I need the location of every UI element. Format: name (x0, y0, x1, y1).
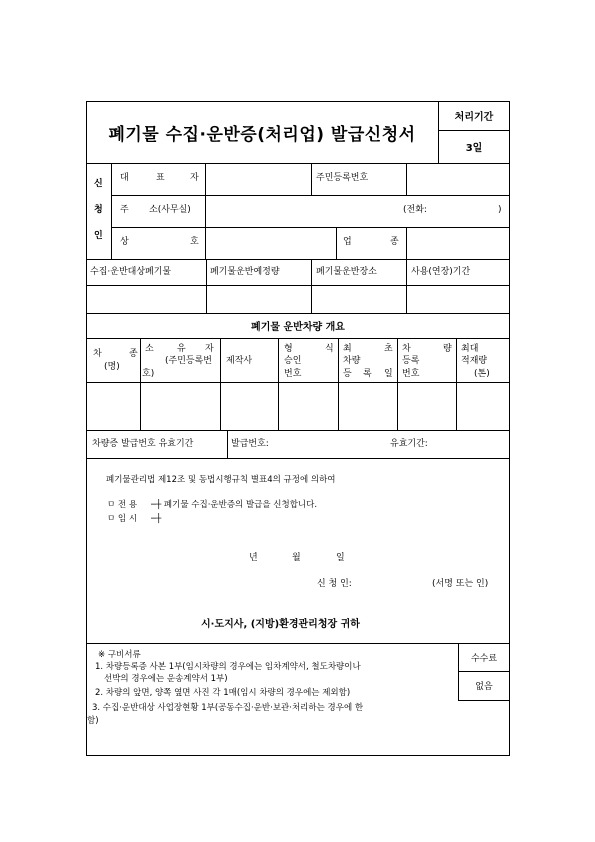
vehicle-owner-field[interactable] (141, 383, 220, 430)
waste-amount-field[interactable] (207, 286, 311, 313)
docs-line-2: 선박의 경우에는 운송계약서 1부) (104, 674, 228, 684)
vh1-3: (명) (104, 362, 120, 372)
option-exclusive[interactable]: ㅁ 전 용 (107, 500, 138, 510)
vh5-4: 등 (343, 369, 352, 379)
sign-hint: (서명 또는 인) (432, 579, 489, 589)
processing-value: 3일 (465, 143, 483, 154)
vh7-2: 적재량 (461, 356, 488, 366)
docs-header: ※ 구비서류 (98, 650, 141, 660)
processing-label-cell (438, 101, 510, 130)
fee-value: 없음 (475, 682, 493, 692)
rrn-field[interactable] (407, 164, 509, 195)
vh6-3: 등록 (402, 356, 420, 366)
permit-label: 차량증 발급번호 유효기간 (92, 439, 194, 449)
vh1-2: 종 (129, 349, 138, 359)
vh6-1: 차 (402, 344, 411, 354)
vh5-3: 차량 (343, 356, 361, 366)
docs-line-3: 2. 차량의 앞면, 양쪽 옆면 사진 각 1매(임시 차량의 경우에는 제외함) (95, 688, 351, 698)
waste-period-field[interactable] (407, 286, 509, 313)
rule-vehicle-title-bottom (86, 338, 510, 339)
applicant-sign-label: 신 청 인: (317, 579, 352, 589)
waste-place-label: 폐기물운반장소 (316, 267, 377, 277)
rule-fee-bottom (458, 700, 510, 701)
applicant-side-2: 청 (94, 205, 103, 215)
permit-number-label: 발급번호: (231, 439, 269, 449)
date-month: 월 (292, 553, 301, 563)
addr-label-1: 주 (120, 205, 129, 215)
waste-amount-label: 폐기물운반예정량 (210, 267, 280, 277)
vehicle-title-cell (86, 313, 510, 338)
rep-label-1: 대 (120, 173, 129, 183)
vehicle-regno-field[interactable] (398, 383, 456, 430)
request-text: ─┼ 폐기물 수집·운반증의 발급을 신청합니다. (151, 500, 318, 510)
date-day: 일 (336, 553, 345, 563)
vh6-4: 번호 (402, 369, 420, 379)
trade-label-2: 호 (190, 237, 199, 247)
trade-field[interactable] (206, 228, 336, 259)
vh5-6: 일 (384, 369, 393, 379)
permit-field[interactable] (228, 431, 509, 458)
vh4-4: 번호 (284, 369, 302, 379)
vh2-3: 자 (205, 344, 214, 354)
phone-close: ) (498, 205, 502, 215)
date-year: 년 (249, 553, 258, 563)
vh4-3: 승인 (284, 356, 302, 366)
rule-body-bottom (86, 643, 510, 644)
vehicle-type-field[interactable] (87, 383, 140, 430)
form-title: 폐기물 수집·운반증(처리업) 발급신청서 (108, 124, 416, 145)
rule-rrn-left (311, 163, 312, 195)
applicant-side-1: 신 (94, 179, 103, 189)
biz-label-2: 종 (390, 237, 399, 247)
applicant-side-3: 인 (94, 231, 103, 241)
addr-field[interactable] (206, 196, 509, 227)
rule-biz-left (336, 227, 337, 259)
docs-line-1: 1. 차량등록증 사본 1부(임시차량의 경우에는 임차계약서, 철도차량이나 (95, 662, 361, 672)
vh5-1: 최 (343, 344, 352, 354)
form-title-cell (86, 101, 438, 163)
vehicle-load-field[interactable] (457, 383, 509, 430)
fee-label: 수수료 (470, 653, 498, 664)
biz-label-1: 업 (343, 237, 352, 247)
vh2-1: 소 (145, 344, 154, 354)
vh2-5: 호) (142, 369, 155, 379)
rrn-label: 주민등록번호 (316, 173, 369, 183)
rule-applicant-side (111, 163, 112, 259)
vh4-2: 식 (325, 344, 334, 354)
rep-label-2: 표 (156, 173, 165, 183)
vehicle-approval-field[interactable] (279, 383, 338, 430)
rep-label-3: 자 (190, 173, 199, 183)
vh6-2: 량 (443, 344, 452, 354)
rule-permit-bottom (86, 458, 510, 459)
docs-line-5: 함) (87, 716, 99, 726)
vh3: 제작사 (226, 356, 253, 366)
option-temporary[interactable]: ㅁ 임 시 (107, 514, 138, 524)
vh7-3: (톤) (474, 369, 490, 379)
phone-label: (전화: (403, 205, 427, 215)
vh2-4: (주민등록번 (165, 356, 212, 366)
processing-value-cell (438, 130, 510, 163)
recipient: 시·도지사, (지방)환경관리청장 귀하 (201, 619, 360, 630)
processing-label: 처리기간 (454, 112, 494, 123)
vh5-2: 초 (384, 344, 393, 354)
docs-line-4: 3. 수집·운반대상 사업장현황 1부(공동수집·운반·보관·처리하는 경우에 한 (92, 703, 364, 713)
waste-type-field[interactable] (87, 286, 206, 313)
fee-value-cell (458, 671, 510, 700)
vh1-1: 차 (93, 349, 102, 359)
vh7-1: 최대 (461, 344, 479, 354)
waste-place-field[interactable] (312, 286, 406, 313)
trade-label-1: 상 (120, 237, 129, 247)
option-temporary-mark: ─┼ (151, 514, 162, 524)
waste-period-label: 사용(연장)기간 (411, 267, 471, 277)
biz-field[interactable] (407, 228, 509, 259)
waste-type-label: 수집·운반대상폐기물 (90, 267, 172, 277)
permit-valid-label: 유효기간: (390, 439, 428, 449)
vehicle-section-title: 폐기물 운반차량 개요 (251, 322, 345, 333)
law-text: 폐기물관리법 제12조 및 동법시행규칙 별표4의 규정에 의하여 (106, 475, 336, 485)
vh4-1: 형 (284, 344, 293, 354)
addr-label-2: 소(사무실) (149, 205, 191, 215)
vehicle-maker-field[interactable] (221, 383, 278, 430)
vehicle-regdate-field[interactable] (339, 383, 397, 430)
rep-field[interactable] (206, 164, 310, 195)
fee-label-cell (458, 643, 510, 671)
vh5-5: 록 (363, 369, 372, 379)
vh2-2: 유 (177, 344, 186, 354)
rule-applicant-bottom (86, 259, 510, 260)
